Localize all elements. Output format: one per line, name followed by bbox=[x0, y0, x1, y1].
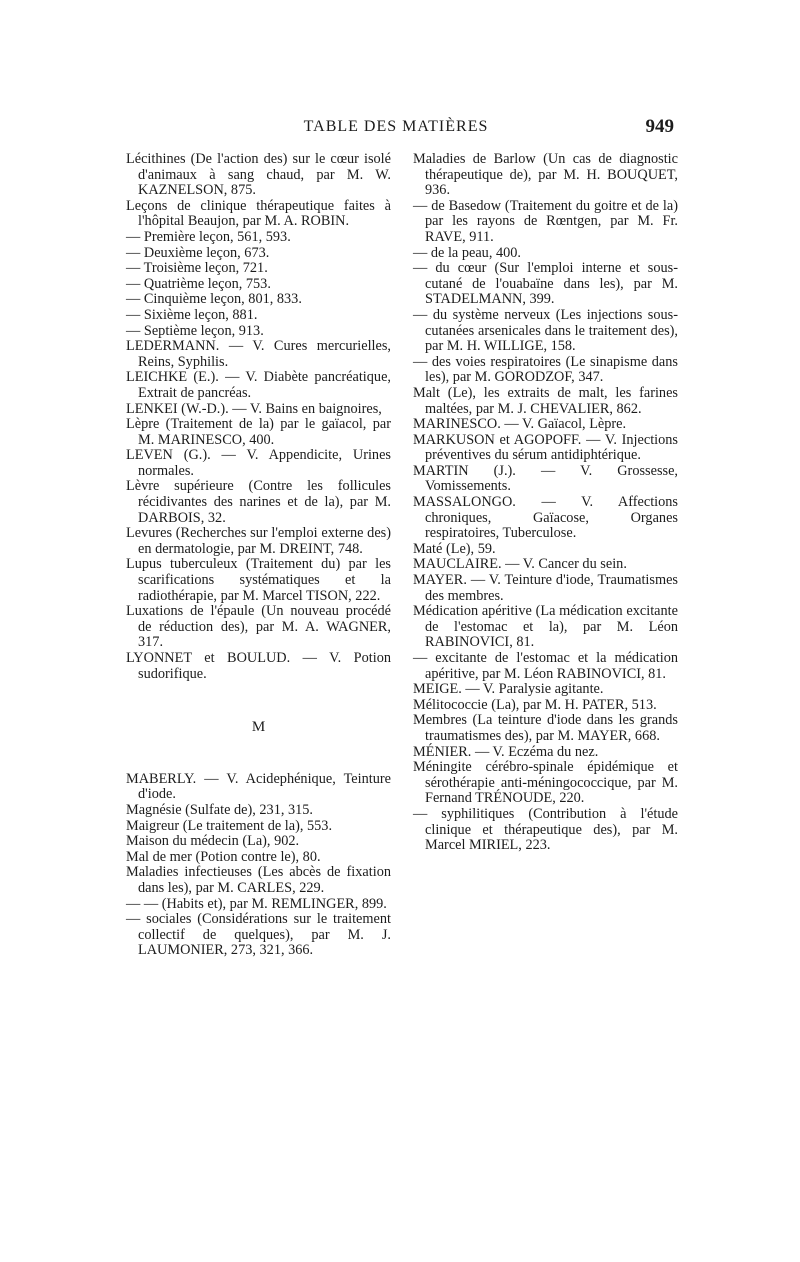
index-entry: — de la peau, 400. bbox=[413, 244, 521, 261]
index-entry: MAYER. — V. Teinture d'iode, Traumatismes des membres. bbox=[413, 572, 678, 604]
index-entry: MAUCLAIRE. — V. Cancer du sein. bbox=[413, 556, 627, 573]
index-entry: Lèpre (Traitement de la) par le gaïacol, par M. MARINESCO, 400. bbox=[126, 416, 391, 448]
index-entry: Lécithines (De l'action des) sur le cœur isolé d'animaux à sang chaud, par M. W. KAZNELSON, 875. bbox=[126, 151, 391, 199]
index-entry: Membres (La teinture d'iode dans les grands traumatismes des), par M. MAYER, 668. bbox=[413, 712, 678, 744]
index-entry: Lèvre supérieure (Contre les follicules récidivantes des narines et de la), par M. DARBOIS, 32. bbox=[126, 478, 391, 526]
running-title: TABLE DES MATIÈRES bbox=[303, 118, 489, 135]
index-entry: Médication apéritive (La médication excitante de l'estomac et la), par M. Léon RABINOVICI, 81. bbox=[413, 603, 678, 651]
index-entry: MASSALONGO. — V. Affections chroniques, Gaïacose, Organes respiratoires, Tuberculose. bbox=[413, 494, 678, 542]
index-entry: — Cinquième leçon, 801, 833. bbox=[126, 291, 302, 308]
index-entry: Magnésie (Sulfate de), 231, 315. bbox=[126, 801, 314, 818]
index-entry: Maison du médecin (La), 902. bbox=[126, 833, 300, 850]
index-entry: LYONNET et BOULUD. — V. Potion sudorifique. bbox=[126, 650, 391, 682]
index-entry: MARTIN (J.). — V. Grossesse, Vomissements. bbox=[413, 462, 678, 495]
index-entry: — des voies respiratoires (Le sinapisme dans les), par M. GORODZOF, 347. bbox=[413, 353, 678, 386]
index-entry: — excitante de l'estomac et la médication apéritive, par M. Léon RABINOVICI, 81. bbox=[413, 650, 678, 682]
index-entry: MÉNIER. — V. Eczéma du nez. bbox=[413, 743, 599, 760]
index-entry: — Première leçon, 561, 593. bbox=[126, 228, 291, 245]
index-entry: — Septième leçon, 913. bbox=[126, 322, 264, 339]
section-letter-m: M bbox=[251, 719, 266, 736]
index-entry: — du cœur (Sur l'emploi interne et sous-cutané de l'ouabaïne dans les), par M. STADELMANN, 399. bbox=[413, 260, 678, 308]
index-entry: — du système nerveux (Les injections sous-cutanées arsenicales dans le traitement des), par M. H. WILLIGE, 158. bbox=[413, 306, 678, 355]
index-entry: MEIGE. — V. Paralysie agitante. bbox=[413, 681, 604, 698]
index-entry: LEICHKE (E.). — V. Diabète pancréatique, Extrait de pancréas. bbox=[126, 369, 391, 401]
index-entry: Maladies de Barlow (Un cas de diagnostic thérapeutique de), par M. H. BOUQUET, 936. bbox=[413, 151, 678, 199]
index-entry: MARKUSON et AGOPOFF. — V. Injections préventives du sérum antidiphtérique. bbox=[413, 431, 678, 464]
index-entry: Lupus tuberculeux (Traitement du) par les scarifications systématiques et la radiothérapie, par M. Marcel TISON, 222. bbox=[126, 556, 391, 604]
index-entry: — — (Habits et), par M. REMLINGER, 899. bbox=[126, 895, 387, 912]
index-entry: Maladies infectieuses (Les abcès de fixation dans les), par M. CARLES, 229. bbox=[126, 864, 391, 896]
index-entry: Malt (Le), les extraits de malt, les farines maltées, par M. J. CHEVALIER, 862. bbox=[413, 384, 678, 417]
index-entry: Mal de mer (Potion contre le), 80. bbox=[126, 848, 321, 865]
index-entry: Méningite cérébro-spinale épidémique et sérothérapie anti-méningococcique, par M. Fernand TRÉNOUDE, 220. bbox=[413, 759, 678, 807]
index-entry: LENKEI (W.-D.). — V. Bains en baignoires, bbox=[126, 400, 382, 417]
index-entry: — Sixième leçon, 881. bbox=[126, 306, 258, 323]
index-entry: LEDERMANN. — V. Cures mercurielles, Reins, Syphilis. bbox=[126, 338, 391, 370]
index-entry: — de Basedow (Traitement du goitre et de la) par les rayons de Rœntgen, par M. Fr. RAVE, 911. bbox=[413, 197, 678, 245]
index-entry: — Quatrième leçon, 753. bbox=[126, 275, 271, 292]
index-entry: MARINESCO. — V. Gaïacol, Lèpre. bbox=[413, 416, 627, 433]
right-column bbox=[413, 152, 678, 854]
index-entry: Mélitococcie (La), par M. H. PATER, 513. bbox=[413, 696, 657, 713]
left-entries-top bbox=[126, 152, 391, 682]
index-entry: — Troisième leçon, 721. bbox=[126, 260, 268, 277]
left-entries-bottom bbox=[126, 772, 391, 959]
index-entry: MABERLY. — V. Acidephénique, Teinture d'iode. bbox=[126, 770, 391, 803]
page-number: 949 bbox=[645, 116, 674, 137]
index-entry: Luxations de l'épaule (Un nouveau procédé de réduction des), par M. A. WAGNER, 317. bbox=[126, 603, 391, 651]
index-entry: LEVEN (G.). — V. Appendicite, Urines normales. bbox=[126, 447, 391, 479]
index-entry: Maigreur (Le traitement de la), 553. bbox=[126, 817, 333, 834]
page-header bbox=[118, 118, 674, 142]
index-entry: Levures (Recherches sur l'emploi externe des) en dermatologie, par M. DREINT, 748. bbox=[126, 525, 391, 557]
index-entry: — Deuxième leçon, 673. bbox=[126, 244, 270, 261]
index-entry: — sociales (Considérations sur le traitement collectif de quelques), par M. J. LAUMONIER, 273, 321, 366. bbox=[126, 911, 391, 959]
left-column bbox=[126, 152, 391, 959]
index-entry: Leçons de clinique thérapeutique faites à l'hôpital Beaujon, par M. A. ROBIN. bbox=[126, 197, 391, 230]
index-entry: — syphilitiques (Contribution à l'étude clinique et thérapeutique des), par M. Marcel MIRIEL, 223. bbox=[413, 805, 678, 854]
index-entry: Maté (Le), 59. bbox=[413, 540, 496, 557]
